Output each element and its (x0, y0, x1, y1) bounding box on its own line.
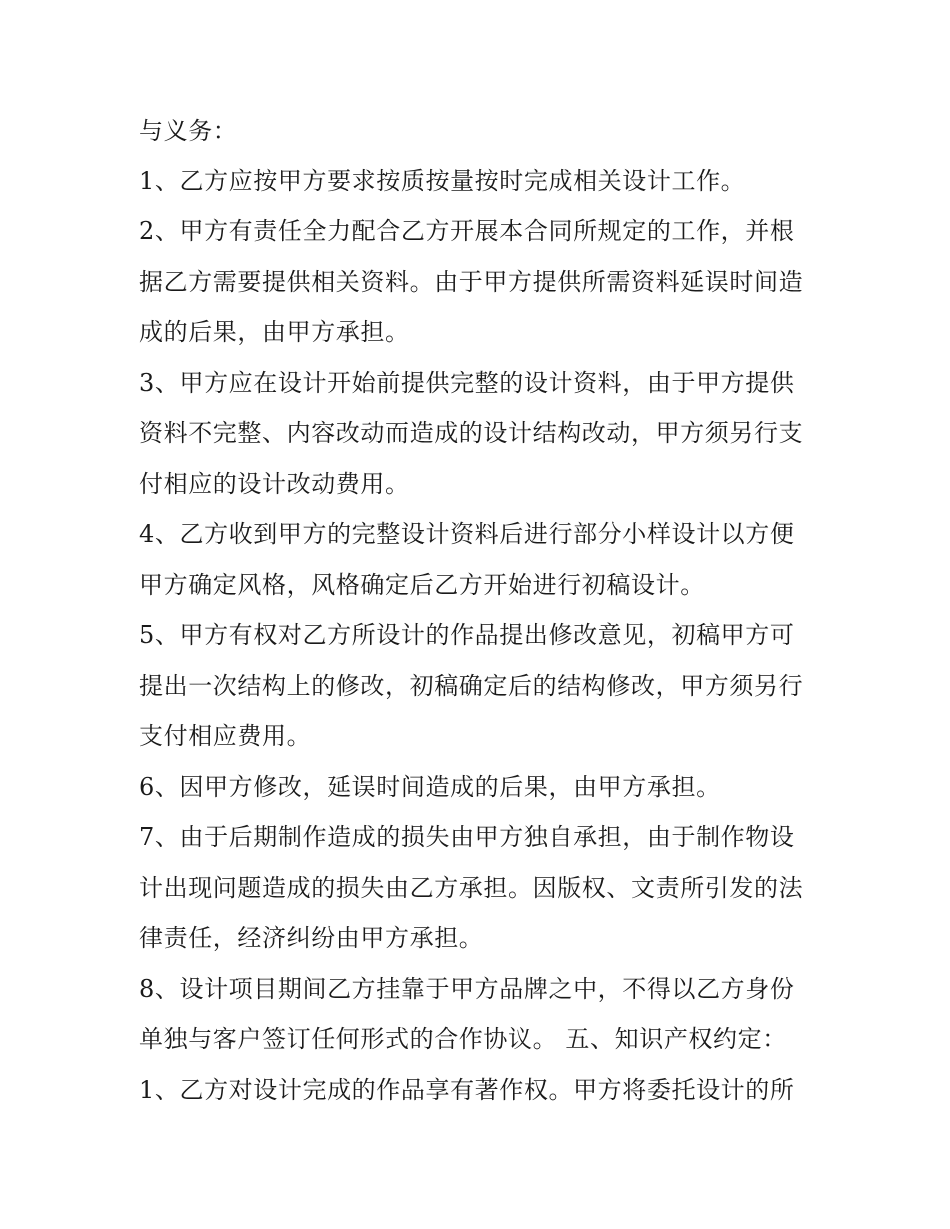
text-line: 1、乙方对设计完成的作品享有著作权。甲方将委托设计的所 (139, 1076, 795, 1104)
text-line: 7、由于后期制作造成的损失由甲方独自承担，由于制作物设 (139, 823, 795, 851)
text-line: 3、甲方应在设计开始前提供完整的设计资料，由于甲方提供 (139, 369, 795, 397)
text-line: 计出现问题造成的损失由乙方承担。因版权、文责所引发的法 (139, 874, 804, 902)
text-line: 5、甲方有权对乙方所设计的作品提出修改意见，初稿甲方可 (139, 621, 795, 649)
text-line: 据乙方需要提供相关资料。由于甲方提供所需资料延误时间造 (139, 268, 804, 296)
text-line: 付相应的设计改动费用。 (139, 470, 410, 498)
text-line: 律责任，经济纠纷由甲方承担。 (139, 924, 484, 952)
text-line: 8、设计项目期间乙方挂靠于甲方品牌之中，不得以乙方身份 (139, 975, 795, 1003)
text-line: 1、乙方应按甲方要求按质按量按时完成相关设计工作。 (139, 167, 746, 195)
text-line: 成的后果，由甲方承担。 (139, 318, 410, 346)
text-line: 单独与客户签订任何形式的合作协议。 五、知识产权约定： (139, 1025, 787, 1053)
text-line: 甲方确定风格，风格确定后乙方开始进行初稿设计。 (139, 571, 705, 599)
text-line: 6、因甲方修改，延误时间造成的后果，由甲方承担。 (139, 773, 721, 801)
text-line: 提出一次结构上的修改，初稿确定后的结构修改，甲方须另行 (139, 672, 804, 700)
text-line: 2、甲方有责任全力配合乙方开展本合同所规定的工作，并根 (139, 217, 795, 245)
text-line: 与义务： (139, 117, 238, 145)
text-line: 资料不完整、内容改动而造成的设计结构改动，甲方须另行支 (139, 419, 804, 447)
text-line: 4、乙方收到甲方的完整设计资料后进行部分小样设计以方便 (139, 520, 795, 548)
text-line: 支付相应费用。 (139, 722, 312, 750)
